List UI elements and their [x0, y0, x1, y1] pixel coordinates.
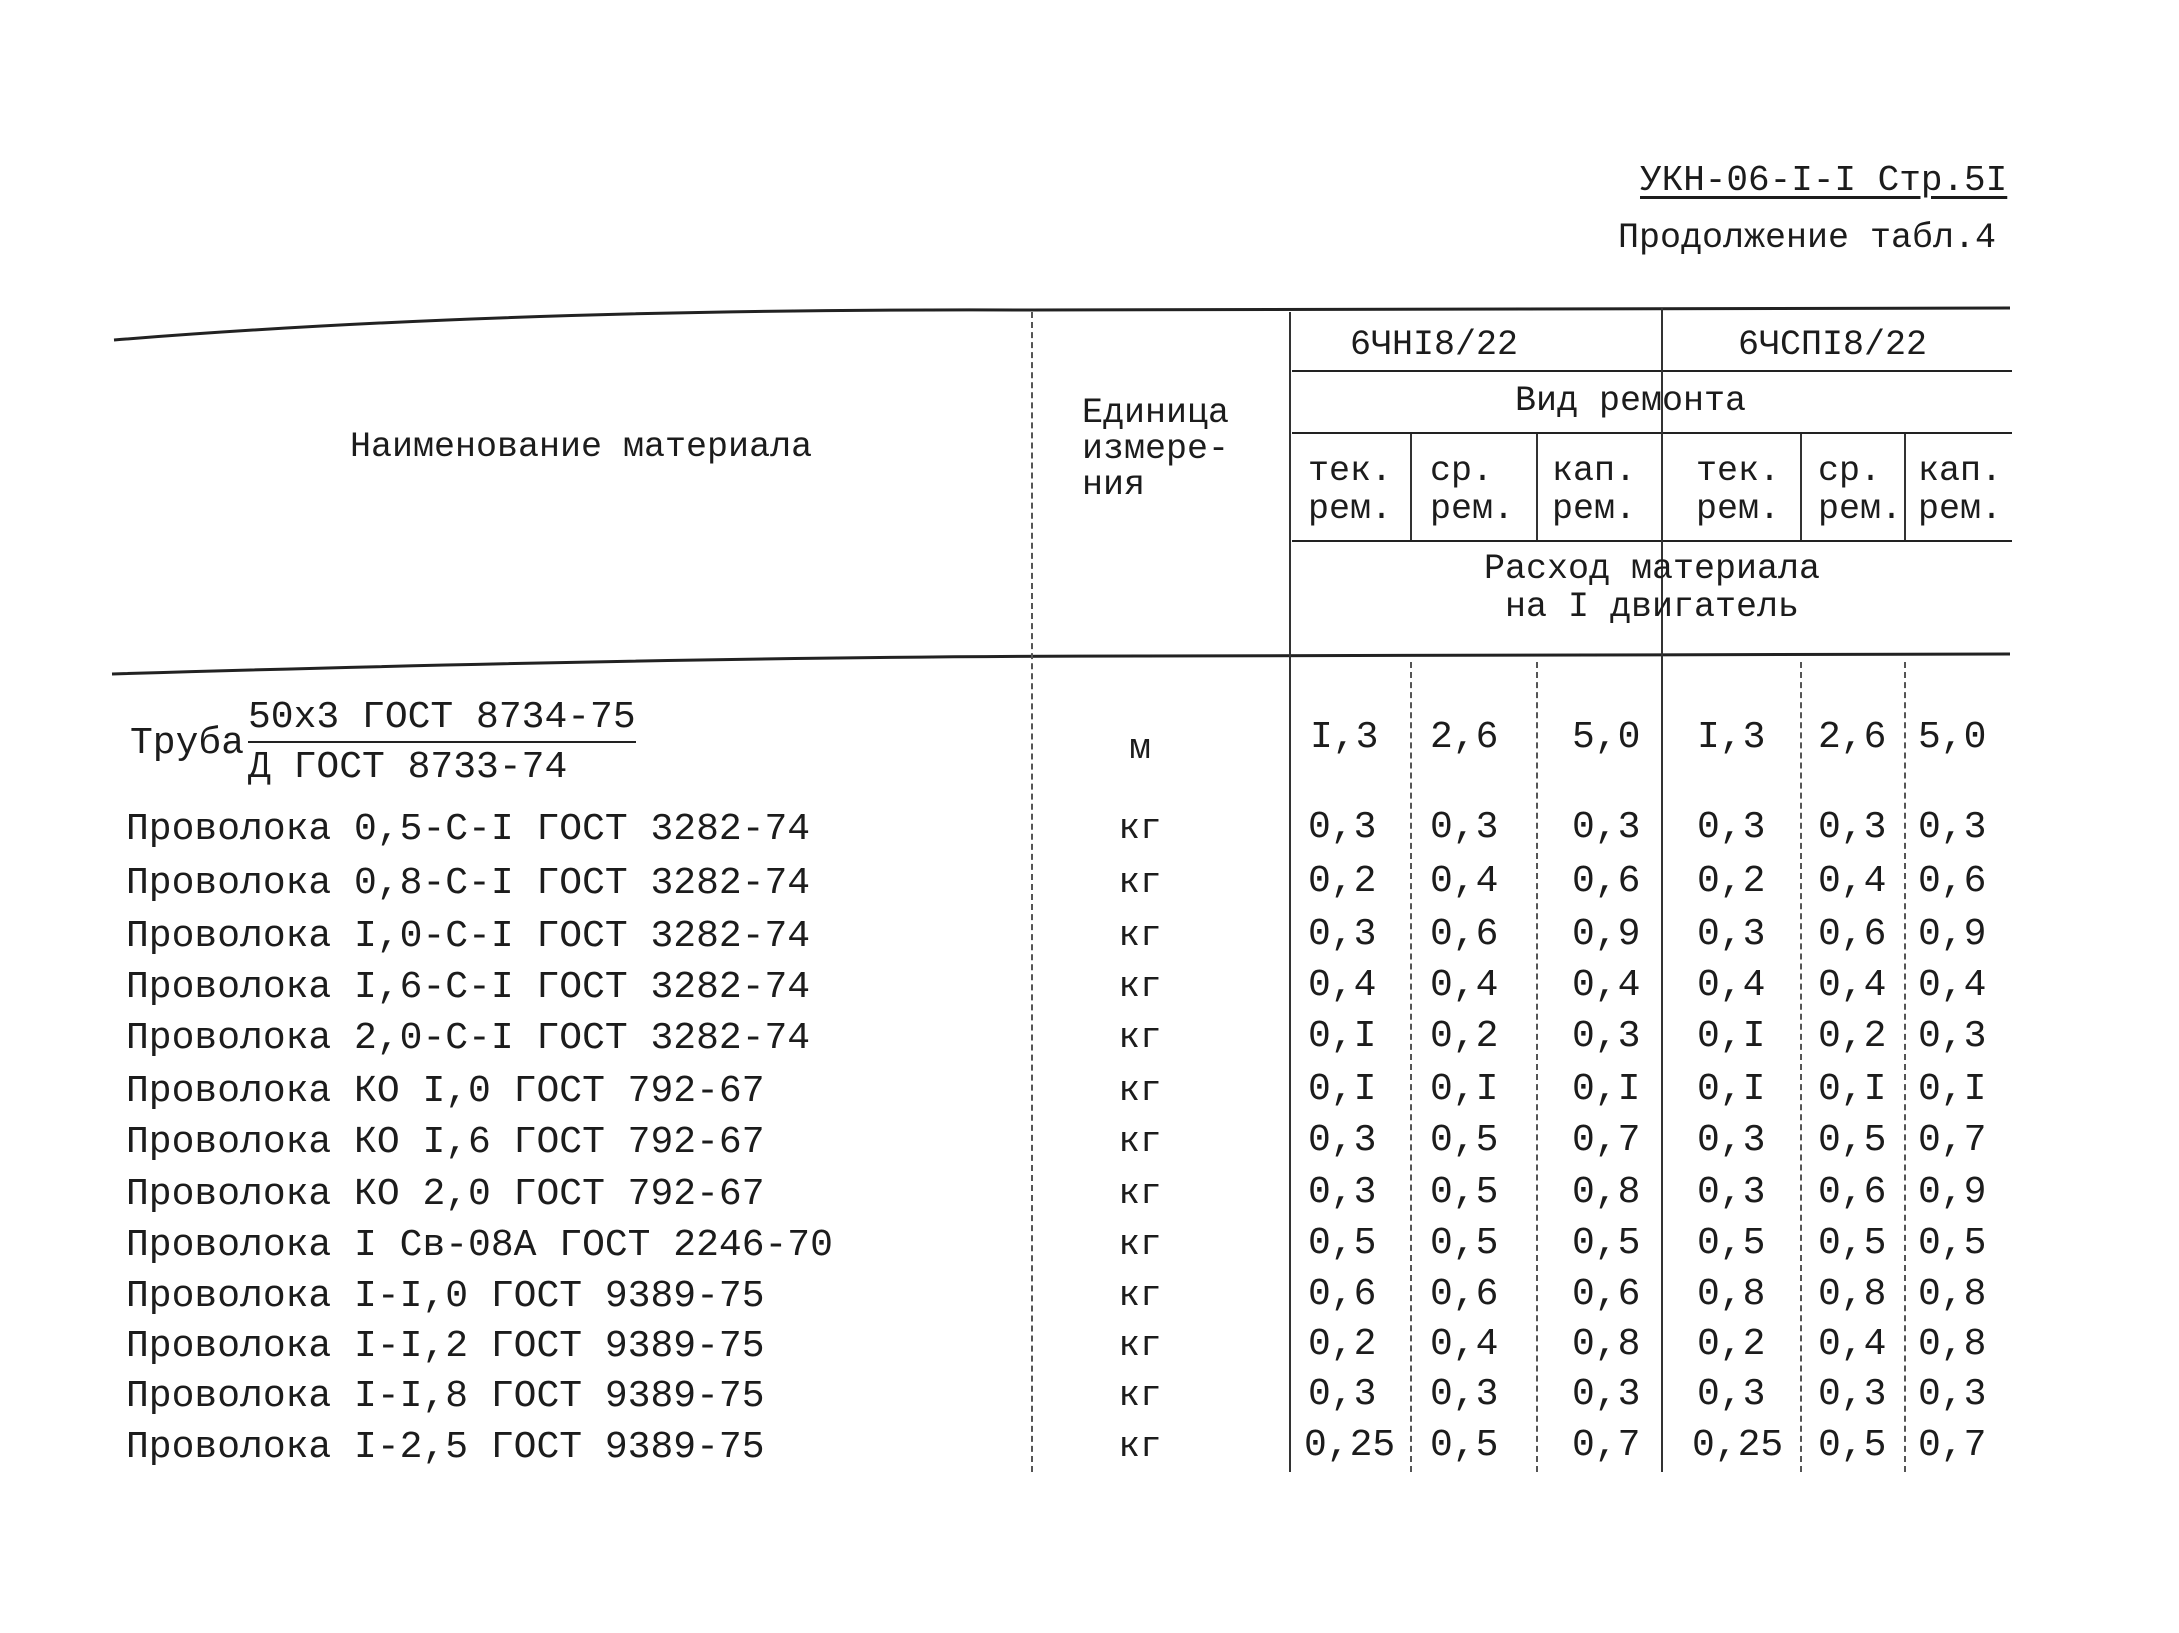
- row-value-col-1: 0,2: [1308, 1323, 1377, 1366]
- repair-col-6-line2: рем.: [1918, 489, 2003, 529]
- row-value-col-3: 0,6: [1572, 860, 1641, 903]
- row-value-col-3: 0,3: [1572, 1373, 1641, 1416]
- column-divider-engines: [1661, 308, 1663, 1472]
- row-name-numerator: 50х3 ГОСТ 8734-75: [248, 696, 636, 743]
- body-divider-2-3: [1536, 662, 1538, 1472]
- row-value-col-6: 0,9: [1918, 1171, 1987, 1214]
- row-name: Проволока I-I,8 ГОСТ 9389-75: [126, 1375, 765, 1418]
- repair-col-6-header: [1918, 452, 2002, 528]
- body-divider-5-6: [1904, 662, 1906, 1472]
- repair-col-1-header: [1308, 452, 1392, 528]
- row-value-col-1: 0,6: [1308, 1273, 1377, 1316]
- row-unit: кг: [1118, 966, 1162, 1007]
- row-value-col-5: 0,8: [1818, 1273, 1887, 1316]
- column-divider-4-5: [1800, 434, 1802, 540]
- column-divider-values-left: [1289, 312, 1291, 1472]
- row-value-col-4: 0,3: [1697, 1373, 1766, 1416]
- row-value-col-6: 0,4: [1918, 964, 1987, 1007]
- row-value-col-4: 0,4: [1697, 964, 1766, 1007]
- engine-1-header: 6ЧНI8/22: [1350, 325, 1519, 365]
- row-value-col-3: 5,0: [1572, 716, 1641, 759]
- row-name: Проволока КО 2,0 ГОСТ 792-67: [126, 1173, 765, 1216]
- repair-col-5-line2: рем.: [1818, 489, 1903, 529]
- row-value-col-6: 0,3: [1918, 806, 1987, 849]
- engine-header-rule: [1292, 370, 2012, 372]
- row-unit: кг: [1118, 1426, 1162, 1467]
- row-value-col-5: 0,5: [1818, 1222, 1887, 1265]
- row-value-col-2: 0,5: [1430, 1171, 1499, 1214]
- row-name: Проволока 0,8-С-I ГОСТ 3282-74: [126, 862, 811, 905]
- row-value-col-2: 0,6: [1430, 913, 1499, 956]
- row-value-col-5: 0,6: [1818, 1171, 1887, 1214]
- row-value-col-2: 0,4: [1430, 860, 1499, 903]
- row-value-col-1: 0,I: [1308, 1015, 1377, 1058]
- row-value-col-1: 0,25: [1304, 1424, 1396, 1467]
- row-value-col-3: 0,8: [1572, 1171, 1641, 1214]
- row-value-col-4: 0,3: [1697, 1119, 1766, 1162]
- row-value-col-5: 0,I: [1818, 1068, 1887, 1111]
- repair-col-4-line1: тек.: [1696, 451, 1781, 491]
- row-value-col-2: 0,6: [1430, 1273, 1499, 1316]
- row-value-col-6: 0,8: [1918, 1273, 1987, 1316]
- repair-col-1-line1: тек.: [1308, 451, 1393, 491]
- repair-col-3-line1: кап.: [1552, 451, 1637, 491]
- row-unit: кг: [1118, 1375, 1162, 1416]
- row-value-col-1: 0,3: [1308, 1373, 1377, 1416]
- row-value-col-5: 0,4: [1818, 964, 1887, 1007]
- row-unit: кг: [1118, 1121, 1162, 1162]
- row-value-col-1: I,3: [1310, 716, 1379, 759]
- row-value-col-4: 0,3: [1697, 806, 1766, 849]
- document-reference: УКН-06-I-I Стр.5I: [1640, 160, 2008, 201]
- material-name-header: Наименование материала: [350, 427, 813, 467]
- row-value-col-2: 0,2: [1430, 1015, 1499, 1058]
- unit-header-line1: Единица: [1082, 393, 1230, 433]
- column-divider-2-3: [1536, 434, 1538, 540]
- row-value-col-3: 0,4: [1572, 964, 1641, 1007]
- row-value-col-4: 0,I: [1697, 1068, 1766, 1111]
- row-value-col-1: 0,3: [1308, 1119, 1377, 1162]
- repair-col-3-header: [1552, 452, 1636, 528]
- row-value-col-1: 0,5: [1308, 1222, 1377, 1265]
- column-divider-1-2: [1410, 434, 1412, 540]
- consumption-header-line1: Расход материала: [1483, 549, 1821, 589]
- column-divider-unit-left: [1031, 312, 1033, 1472]
- repair-type-header: Вид ремонта: [1515, 381, 1747, 421]
- row-value-col-6: 5,0: [1918, 716, 1987, 759]
- row-value-col-3: 0,I: [1572, 1068, 1641, 1111]
- row-value-col-6: 0,3: [1918, 1373, 1987, 1416]
- row-value-col-6: 0,5: [1918, 1222, 1987, 1265]
- repair-col-4-line2: рем.: [1696, 489, 1781, 529]
- repair-col-2-line2: рем.: [1430, 489, 1515, 529]
- row-name: Проволока I,0-С-I ГОСТ 3282-74: [126, 915, 811, 958]
- row-value-col-6: 0,9: [1918, 913, 1987, 956]
- row-value-col-4: 0,5: [1697, 1222, 1766, 1265]
- row-value-col-3: 0,8: [1572, 1323, 1641, 1366]
- table-top-rule: [110, 296, 2015, 346]
- row-value-col-1: 0,3: [1308, 1171, 1377, 1214]
- row-name: Проволока КО I,6 ГОСТ 792-67: [126, 1121, 765, 1164]
- row-value-col-2: 0,5: [1430, 1222, 1499, 1265]
- row-value-col-6: 0,I: [1918, 1068, 1987, 1111]
- row-value-col-4: 0,2: [1697, 860, 1766, 903]
- repair-col-3-line2: рем.: [1552, 489, 1637, 529]
- row-value-col-1: 0,I: [1308, 1068, 1377, 1111]
- row-value-col-6: 0,6: [1918, 860, 1987, 903]
- row-value-col-1: 0,3: [1308, 806, 1377, 849]
- row-name: Проволока I-I,0 ГОСТ 9389-75: [126, 1275, 765, 1318]
- row-value-col-4: 0,2: [1697, 1323, 1766, 1366]
- repair-col-5-header: [1818, 452, 1902, 528]
- row-name-denominator: Д ГОСТ 8733-74: [248, 746, 568, 789]
- repair-col-5-line1: ср.: [1818, 451, 1882, 491]
- column-divider-5-6: [1904, 434, 1906, 540]
- repair-col-1-line2: рем.: [1308, 489, 1393, 529]
- row-value-col-3: 0,7: [1572, 1424, 1641, 1467]
- row-value-col-4: 0,8: [1697, 1273, 1766, 1316]
- row-name: Проволока I-2,5 ГОСТ 9389-75: [126, 1426, 765, 1469]
- row-name: Проволока I,6-С-I ГОСТ 3282-74: [126, 966, 811, 1009]
- row-unit: кг: [1118, 915, 1162, 956]
- row-value-col-5: 0,5: [1818, 1424, 1887, 1467]
- table-header-bottom-rule: [110, 650, 2015, 680]
- row-value-col-3: 0,3: [1572, 1015, 1641, 1058]
- repair-col-2-line1: ср.: [1430, 451, 1494, 491]
- row-value-col-4: 0,3: [1697, 1171, 1766, 1214]
- row-value-col-6: 0,8: [1918, 1323, 1987, 1366]
- row-unit: кг: [1118, 1070, 1162, 1111]
- row-value-col-1: 0,2: [1308, 860, 1377, 903]
- repair-col-4-header: [1696, 452, 1780, 528]
- row-value-col-2: 2,6: [1430, 716, 1499, 759]
- row-unit: кг: [1118, 1017, 1162, 1058]
- row-value-col-6: 0,7: [1918, 1119, 1987, 1162]
- row-value-col-4: 0,25: [1692, 1424, 1784, 1467]
- row-value-col-4: 0,I: [1697, 1015, 1766, 1058]
- row-value-col-3: 0,9: [1572, 913, 1641, 956]
- row-unit: кг: [1118, 1275, 1162, 1316]
- row-value-col-5: 0,2: [1818, 1015, 1887, 1058]
- row-value-col-5: 0,4: [1818, 1323, 1887, 1366]
- row-value-col-3: 0,5: [1572, 1222, 1641, 1265]
- row-value-col-2: 0,5: [1430, 1424, 1499, 1467]
- row-unit: кг: [1118, 1224, 1162, 1265]
- consumption-header-line2: на I двигатель: [1504, 587, 1800, 627]
- row-name: Проволока 0,5-С-I ГОСТ 3282-74: [126, 808, 811, 851]
- row-value-col-5: 0,3: [1818, 806, 1887, 849]
- row-name: Проволока I-I,2 ГОСТ 9389-75: [126, 1325, 765, 1368]
- row-name: Проволока КО I,0 ГОСТ 792-67: [126, 1070, 765, 1113]
- repair-col-6-line1: кап.: [1918, 451, 2003, 491]
- row-value-col-4: I,3: [1697, 716, 1766, 759]
- row-value-col-2: 0,I: [1430, 1068, 1499, 1111]
- row-unit: кг: [1118, 862, 1162, 903]
- row-value-col-2: 0,4: [1430, 1323, 1499, 1366]
- row-value-col-2: 0,5: [1430, 1119, 1499, 1162]
- engine-2-header: 6ЧСПI8/22: [1738, 325, 1928, 365]
- row-value-col-2: 0,3: [1430, 806, 1499, 849]
- body-divider-1-2: [1410, 662, 1412, 1472]
- row-name-prefix: Труба: [130, 722, 245, 765]
- row-value-col-1: 0,4: [1308, 964, 1377, 1007]
- row-value-col-5: 0,3: [1818, 1373, 1887, 1416]
- body-divider-4-5: [1800, 662, 1802, 1472]
- row-value-col-2: 0,3: [1430, 1373, 1499, 1416]
- row-value-col-6: 0,7: [1918, 1424, 1987, 1467]
- consumption-header: [1292, 550, 2012, 626]
- row-value-col-6: 0,3: [1918, 1015, 1987, 1058]
- row-unit: кг: [1118, 808, 1162, 849]
- repair-col-2-header: [1430, 452, 1514, 528]
- table-continuation-label: Продолжение табл.4: [1618, 218, 1997, 258]
- repair-subheader-rule: [1292, 540, 2012, 542]
- row-unit: кг: [1118, 1325, 1162, 1366]
- row-value-col-5: 0,4: [1818, 860, 1887, 903]
- row-value-col-3: 0,3: [1572, 806, 1641, 849]
- row-unit: кг: [1118, 1173, 1162, 1214]
- row-value-col-2: 0,4: [1430, 964, 1499, 1007]
- row-name: Проволока 2,0-С-I ГОСТ 3282-74: [126, 1017, 811, 1060]
- unit-header-line2: измере-: [1082, 429, 1230, 469]
- row-value-col-5: 2,6: [1818, 716, 1887, 759]
- row-value-col-3: 0,7: [1572, 1119, 1641, 1162]
- unit-header-line3: ния: [1082, 465, 1146, 505]
- row-value-col-5: 0,6: [1818, 913, 1887, 956]
- row-name: Проволока I Св-08А ГОСТ 2246-70: [126, 1224, 833, 1267]
- row-value-col-4: 0,3: [1697, 913, 1766, 956]
- row-value-col-5: 0,5: [1818, 1119, 1887, 1162]
- row-unit: м: [1129, 728, 1151, 769]
- row-value-col-1: 0,3: [1308, 913, 1377, 956]
- unit-header: [1082, 395, 1229, 503]
- row-value-col-3: 0,6: [1572, 1273, 1641, 1316]
